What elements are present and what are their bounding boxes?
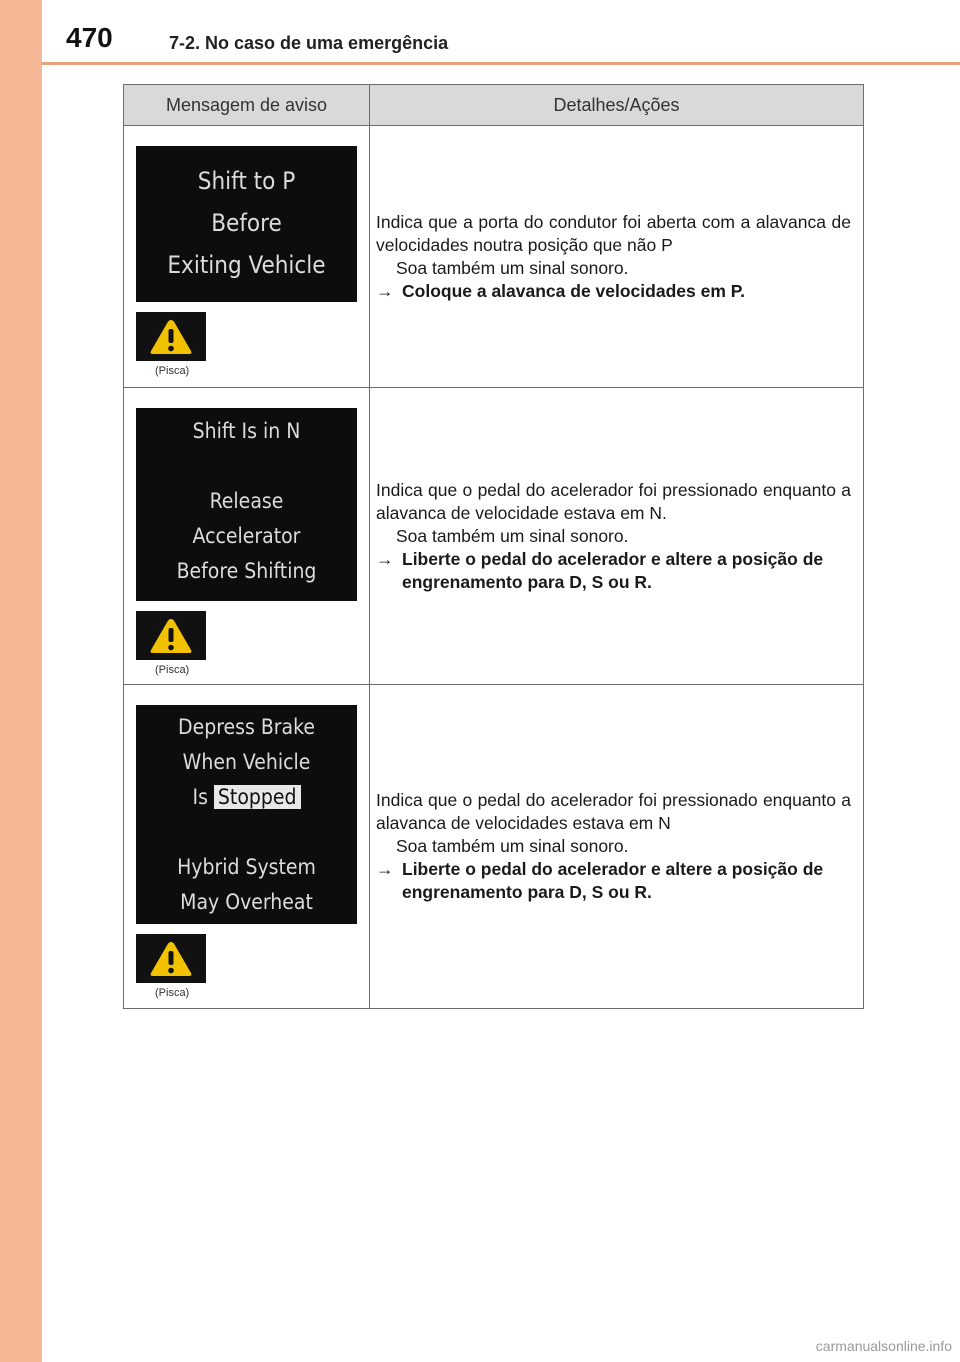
watermark: carmanualsonline.info [815, 1338, 952, 1354]
details-cell [370, 126, 864, 388]
arrow-right-icon: → [376, 859, 394, 879]
screen-line: When Vehicle [182, 750, 311, 774]
detail-action [376, 858, 851, 904]
screen-line: Is [192, 785, 208, 809]
screen-line: May Overheat [180, 890, 313, 914]
column-header-details: Detalhes/Ações [370, 85, 864, 126]
screen-line: Shift Is in N [192, 419, 301, 443]
detail-description: Indica que o pedal do acelerador foi pressionado enquanto a alavanca de velocidade estava em N. [376, 479, 851, 523]
detail-sound-note: Soa também um sinal sonoro. [396, 525, 629, 546]
screen-line-highlighted: Stopped [214, 785, 301, 809]
section-title: 7-2. No caso de uma emergência [169, 33, 449, 53]
action-text: Liberte o pedal do acelerador e altere a posição de engrenamento para D, S ou R. [402, 859, 824, 902]
page-number: 470 [66, 22, 113, 53]
action-text: Coloque a alavanca de velocidades em P. [402, 280, 746, 301]
screen-line: Depress Brake [178, 715, 315, 739]
screen-line: Accelerator [192, 524, 301, 548]
details-cell [370, 685, 864, 1009]
detail-sound-note: Soa também um sinal sonoro. [396, 836, 629, 856]
display-screen [136, 408, 357, 601]
screen-line: Release [209, 489, 284, 513]
screen-line: Shift to P [197, 167, 296, 195]
blink-label: (Pisca) [155, 365, 190, 377]
display-screen [136, 705, 357, 924]
display-screen [136, 146, 357, 302]
warning-light [136, 934, 206, 983]
detail-action [376, 280, 851, 303]
screen-line: Before Shifting [176, 559, 317, 583]
details-cell [370, 388, 864, 685]
table-row [124, 126, 864, 388]
warning-light [136, 611, 206, 660]
page-header [42, 0, 960, 65]
message-cell [124, 685, 370, 1009]
table-header-row [124, 85, 864, 126]
warning-triangle-icon [149, 940, 193, 978]
detail-description: Indica que a porta do condutor foi aberta com a alavanca de velocidades noutra posição que não P [376, 211, 851, 255]
warning-messages-table [123, 84, 864, 1009]
column-header-message: Mensagem de aviso [124, 85, 370, 126]
action-text: Liberte o pedal do acelerador e altere a posição de engrenamento para D, S ou R. [402, 548, 824, 592]
warning-triangle-icon [149, 617, 193, 655]
side-tab-strip [0, 0, 42, 1362]
arrow-right-icon: → [376, 280, 394, 301]
table-row [124, 388, 864, 685]
warning-triangle-icon [149, 318, 193, 356]
detail-description: Indica que o pedal do acelerador foi pressionado enquanto a alavanca de velocidades estava em N [376, 790, 851, 833]
blink-label: (Pisca) [155, 664, 190, 676]
table-row [124, 685, 864, 1009]
screen-line: Exiting Vehicle [167, 251, 326, 279]
blink-label: (Pisca) [155, 987, 190, 999]
detail-sound-note: Soa também um sinal sonoro. [396, 257, 629, 278]
warning-light [136, 312, 206, 361]
arrow-right-icon: → [376, 548, 394, 569]
detail-action [376, 548, 851, 594]
screen-line: Hybrid System [177, 855, 316, 879]
message-cell [124, 388, 370, 685]
message-cell [124, 126, 370, 388]
screen-line: Before [211, 209, 282, 237]
